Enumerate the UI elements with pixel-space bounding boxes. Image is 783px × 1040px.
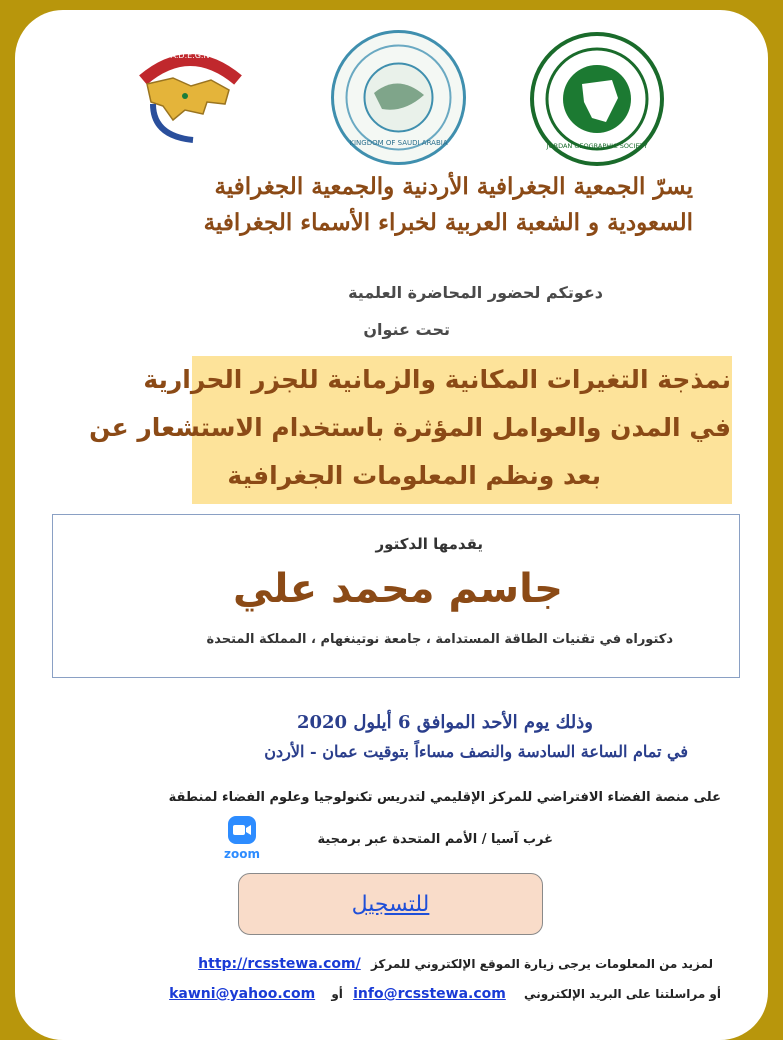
email-link-1[interactable]: info@rcsstewa.com <box>353 986 506 1002</box>
presenter-label: يقدمها الدكتور <box>375 535 483 553</box>
presenter-affiliation: دكتوراه في تقنيات الطاقة المستدامة ، جامعة نوتينغهام ، المملكة المتحدة <box>206 632 673 647</box>
jordan-logo-text: JORDAN GEOGRAPHIC SOCIETY <box>546 142 648 150</box>
platform-line-1: على منصة الفضاء الافتراضي للمركز الإقليمي لتدريس تكنولوجيا وعلوم الفضاء لمنطقة <box>168 790 721 805</box>
footer-info-line <box>198 956 713 972</box>
saudi-logo-text: KINGDOM OF SAUDI ARABIA <box>349 139 448 147</box>
website-link[interactable]: http://rcsstewa.com/ <box>198 956 361 972</box>
register-button[interactable] <box>238 873 543 935</box>
zoom-label: zoom <box>224 847 260 861</box>
lecture-title-line-2: في المدن والعوامل المؤثرة باستخدام الاستشعار عن <box>89 413 731 442</box>
header-line-1: يسرّ الجمعية الجغرافية الأردنية والجمعية الجغرافية <box>214 173 693 200</box>
footer-mail-line <box>169 986 721 1002</box>
saudi-society-logo <box>331 30 466 165</box>
logo-banner-text: A.D.E.G.N <box>170 51 210 60</box>
footer-info-text: لمزيد من المعلومات يرجى زيارة الموقع الإلكتروني للمركز <box>370 957 713 971</box>
footer-or: أو <box>331 987 343 1001</box>
jordan-society-logo <box>530 32 664 166</box>
event-time: في تمام الساعة السادسة والنصف مساءاً بتوقيت عمان - الأردن <box>264 742 688 761</box>
register-link[interactable]: للتسجيل <box>351 891 430 917</box>
email-link-2[interactable]: kawni@yahoo.com <box>169 986 316 1002</box>
lecture-title-line-1: نمذجة التغيرات المكانية والزمانية للجزر الحرارية <box>143 365 731 394</box>
lecture-title-line-3: بعد ونظم المعلومات الجغرافية <box>227 461 601 490</box>
platform-line-2: غرب آسيا / الأمم المتحدة عبر برمجية <box>317 832 553 847</box>
invite-line-2: تحت عنوان <box>363 320 450 339</box>
arab-division-logo <box>133 40 248 148</box>
presenter-name: جاسم محمد علي <box>232 566 563 612</box>
event-date: وذلك يوم الأحد الموافق 6 أيلول 2020 <box>296 712 593 733</box>
footer-mail-text: أو مراسلتنا على البريد الإلكتروني <box>524 987 721 1001</box>
invite-line-1: دعوتكم لحضور المحاضرة العلمية <box>348 283 603 302</box>
zoom-icon <box>228 816 256 844</box>
header-line-2: السعودية و الشعبة العربية لخبراء الأسماء الجغرافية <box>203 209 693 236</box>
